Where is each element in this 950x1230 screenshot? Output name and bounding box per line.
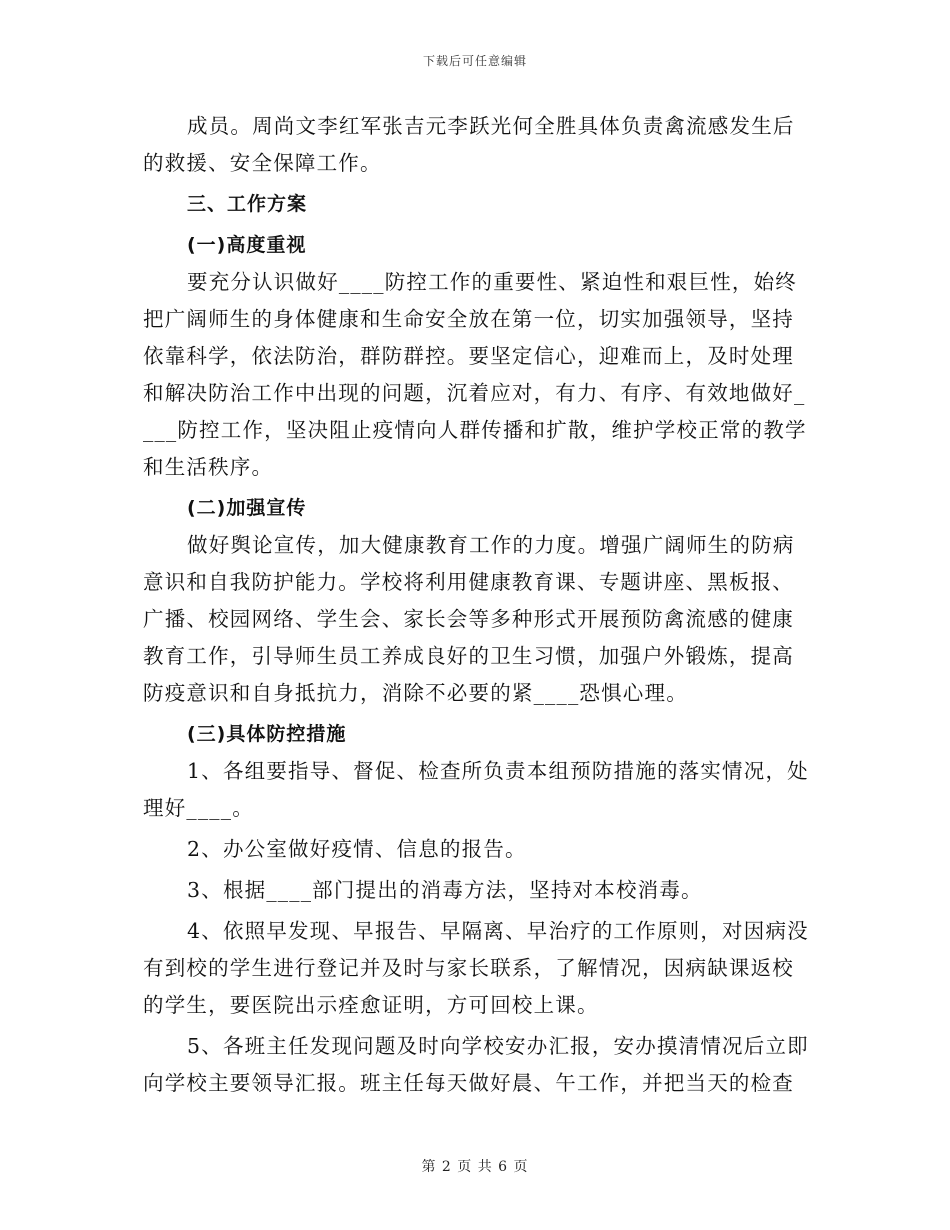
text-line: 的救援、安全保障工作。 bbox=[143, 151, 382, 175]
paragraph bbox=[143, 831, 807, 868]
paragraph bbox=[143, 1028, 807, 1102]
text-line: 教育工作，引导师生员工养成良好的卫生习惯，加强户外锻炼，提高 bbox=[143, 644, 794, 668]
page-footer: 第 2 页 共 6 页 bbox=[421, 1159, 529, 1175]
paragraph bbox=[143, 264, 807, 486]
text-line: 防疫意识和自身抵抗力，消除不必要的紧____恐惧心理。 bbox=[143, 681, 688, 705]
text-line: 要充分认识做好____防控工作的重要性、紧迫性和艰巨性，始终 bbox=[187, 270, 797, 294]
paragraph bbox=[143, 872, 807, 909]
text-line: 和生活秩序。 bbox=[143, 455, 274, 479]
paragraph bbox=[143, 108, 807, 182]
page-header: 下载后可任意编辑 bbox=[422, 54, 527, 68]
text-line: 有到校的学生进行登记并及时与家长联系，了解情况，因病缺课返校 bbox=[143, 956, 794, 980]
paragraph bbox=[143, 913, 807, 1024]
subsection-heading: (三)具体防控措施 bbox=[187, 723, 347, 745]
paragraph bbox=[143, 527, 807, 712]
document-body bbox=[143, 108, 807, 1102]
text-line: 的学生，要医院出示痊愈证明，方可回校上课。 bbox=[143, 993, 599, 1017]
text-line: 和解决防治工作中出现的问题，沉着应对，有力、有序、有效地做好_ bbox=[143, 381, 806, 405]
text-line: 成员。周尚文李红军张吉元李跃光何全胜具体负责禽流感发生后 bbox=[187, 114, 795, 138]
subsection-heading: (一)高度重视 bbox=[187, 234, 307, 256]
text-line: 2、办公室做好疫情、信息的报告。 bbox=[187, 837, 527, 861]
subsection-heading: (二)加强宣传 bbox=[187, 497, 307, 519]
text-line: 3、根据____部门提出的消毒方法，坚持对本校消毒。 bbox=[187, 878, 703, 902]
text-line: ___防控工作，坚决阻止疫情向人群传播和扩散，维护学校正常的教学 bbox=[143, 418, 807, 442]
section-heading: 三、工作方案 bbox=[187, 193, 308, 215]
text-line: 依靠科学，依法防治，群防群控。要坚定信心，迎难而上，及时处理 bbox=[143, 344, 794, 368]
text-line: 向学校主要领导汇报。班主任每天做好晨、午工作，并把当天的检查 bbox=[143, 1071, 794, 1095]
text-line: 1、各组要指导、督促、检查所负责本组预防措施的落实情况，处 bbox=[187, 759, 809, 783]
text-line: 把广阔师生的身体健康和生命安全放在第一位，切实加强领导，坚持 bbox=[143, 307, 794, 331]
text-line: 5、各班主任发现问题及时向学校安办汇报，安办摸清情况后立即 bbox=[187, 1034, 809, 1058]
text-line: 理好____。 bbox=[143, 796, 254, 820]
text-line: 4、依照早发现、早报告、早隔离、早治疗的工作原则，对因病没 bbox=[187, 919, 809, 943]
text-line: 意识和自我防护能力。学校将利用健康教育课、专题讲座、黑板报、 bbox=[143, 570, 794, 594]
text-line: 广播、校园网络、学生会、家长会等多种形式开展预防禽流感的健康 bbox=[143, 607, 794, 631]
text-line: 做好舆论宣传，加大健康教育工作的力度。增强广阔师生的防病 bbox=[187, 533, 795, 557]
paragraph bbox=[143, 753, 807, 827]
